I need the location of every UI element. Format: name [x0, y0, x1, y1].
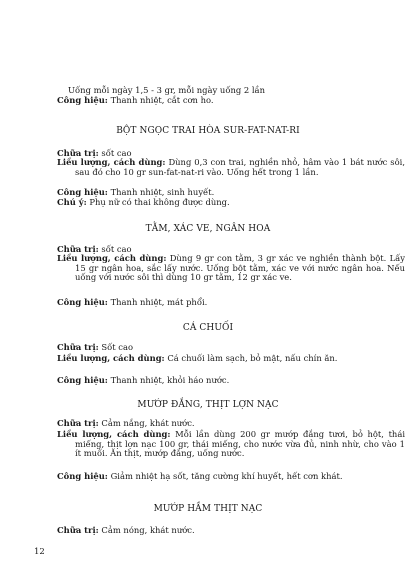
s4-dosage: Liều lượng, cách dùng: Mỗi lần dùng 200 gr mướp đắng tươi, bỏ hột, thái miếng, thịt lợn nạc 100 gr, thái miếng, cho nước vừa đủ, ninh nhừ, cho vào 1 ít muối. Ăn thịt, mướp đắng, uống nước. [57, 429, 406, 459]
dosage-continuation: Uống mỗi ngày 1,5 - 3 gr, mỗi ngày uống 2 lần [68, 85, 266, 95]
section-title-silkworm: TẰM, XÁC VE, NGÂN HOA [145, 224, 271, 234]
s5-treats: Chữa trị: Cảm nóng, khát nước. [57, 525, 195, 535]
section-title-bitter-melon-pork: MƯỚP ĐẮNG, THỊT LỢN NẠC [137, 400, 279, 410]
s1-effect: Công hiệu: Thanh nhiệt, sinh huyết. [57, 187, 215, 197]
s2-treats: Chữa trị: sốt cao [57, 244, 132, 254]
s2-effect: Công hiệu: Thanh nhiệt, mát phổi. [57, 297, 208, 307]
section-title-stewed-melon-pork: MƯỚP HẦM THỊT NẠC [153, 504, 263, 514]
s4-treats: Chữa trị: Cảm nắng, khát nước. [57, 418, 195, 428]
section-title-snakehead-fish: CÁ CHUỐI [182, 323, 234, 333]
section-title-pearl-powder: BỘT NGỌC TRAI HÒA SUR-FAT-NAT-RI [116, 126, 300, 136]
s1-treats: Chữa trị: sốt cao [57, 148, 132, 158]
s3-dosage: Liều lượng, cách dùng: Cá chuối làm sạch, bỏ mật, nấu chín ăn. [57, 353, 338, 363]
s2-dosage: Liều lượng, cách dùng: Dùng 9 gr con tằm, 3 gr xác ve nghiền thành bột. Lấy 15 gr ngân hoa, sắc lấy nước. Uống bột tằm, xác ve với nước ngân hoa. Nếu uống với nước sôi thì dùng 10 gr tằm, 12 gr xác ve. [57, 253, 405, 283]
page-number: 12 [34, 547, 45, 557]
s1-note: Chú ý: Phụ nữ có thai không được dùng. [57, 197, 230, 207]
top-effect: Công hiệu: Thanh nhiệt, cắt cơn ho. [57, 95, 214, 105]
s3-effect: Công hiệu: Thanh nhiệt, khỏi háo nước. [57, 375, 230, 385]
s3-treats: Chữa trị: Sốt cao [57, 342, 134, 352]
s4-effect: Công hiệu: Giảm nhiệt hạ sốt, tăng cường khí huyết, hết cơn khát. [57, 471, 343, 481]
s1-dosage: Liều lượng, cách dùng: Dùng 0,3 con trai, nghiền nhỏ, hâm vào 1 bát nước sôi, sau đó cho 10 gr sun-fat-nat-ri vào. Uống hết trong 1 lần. [57, 157, 405, 177]
